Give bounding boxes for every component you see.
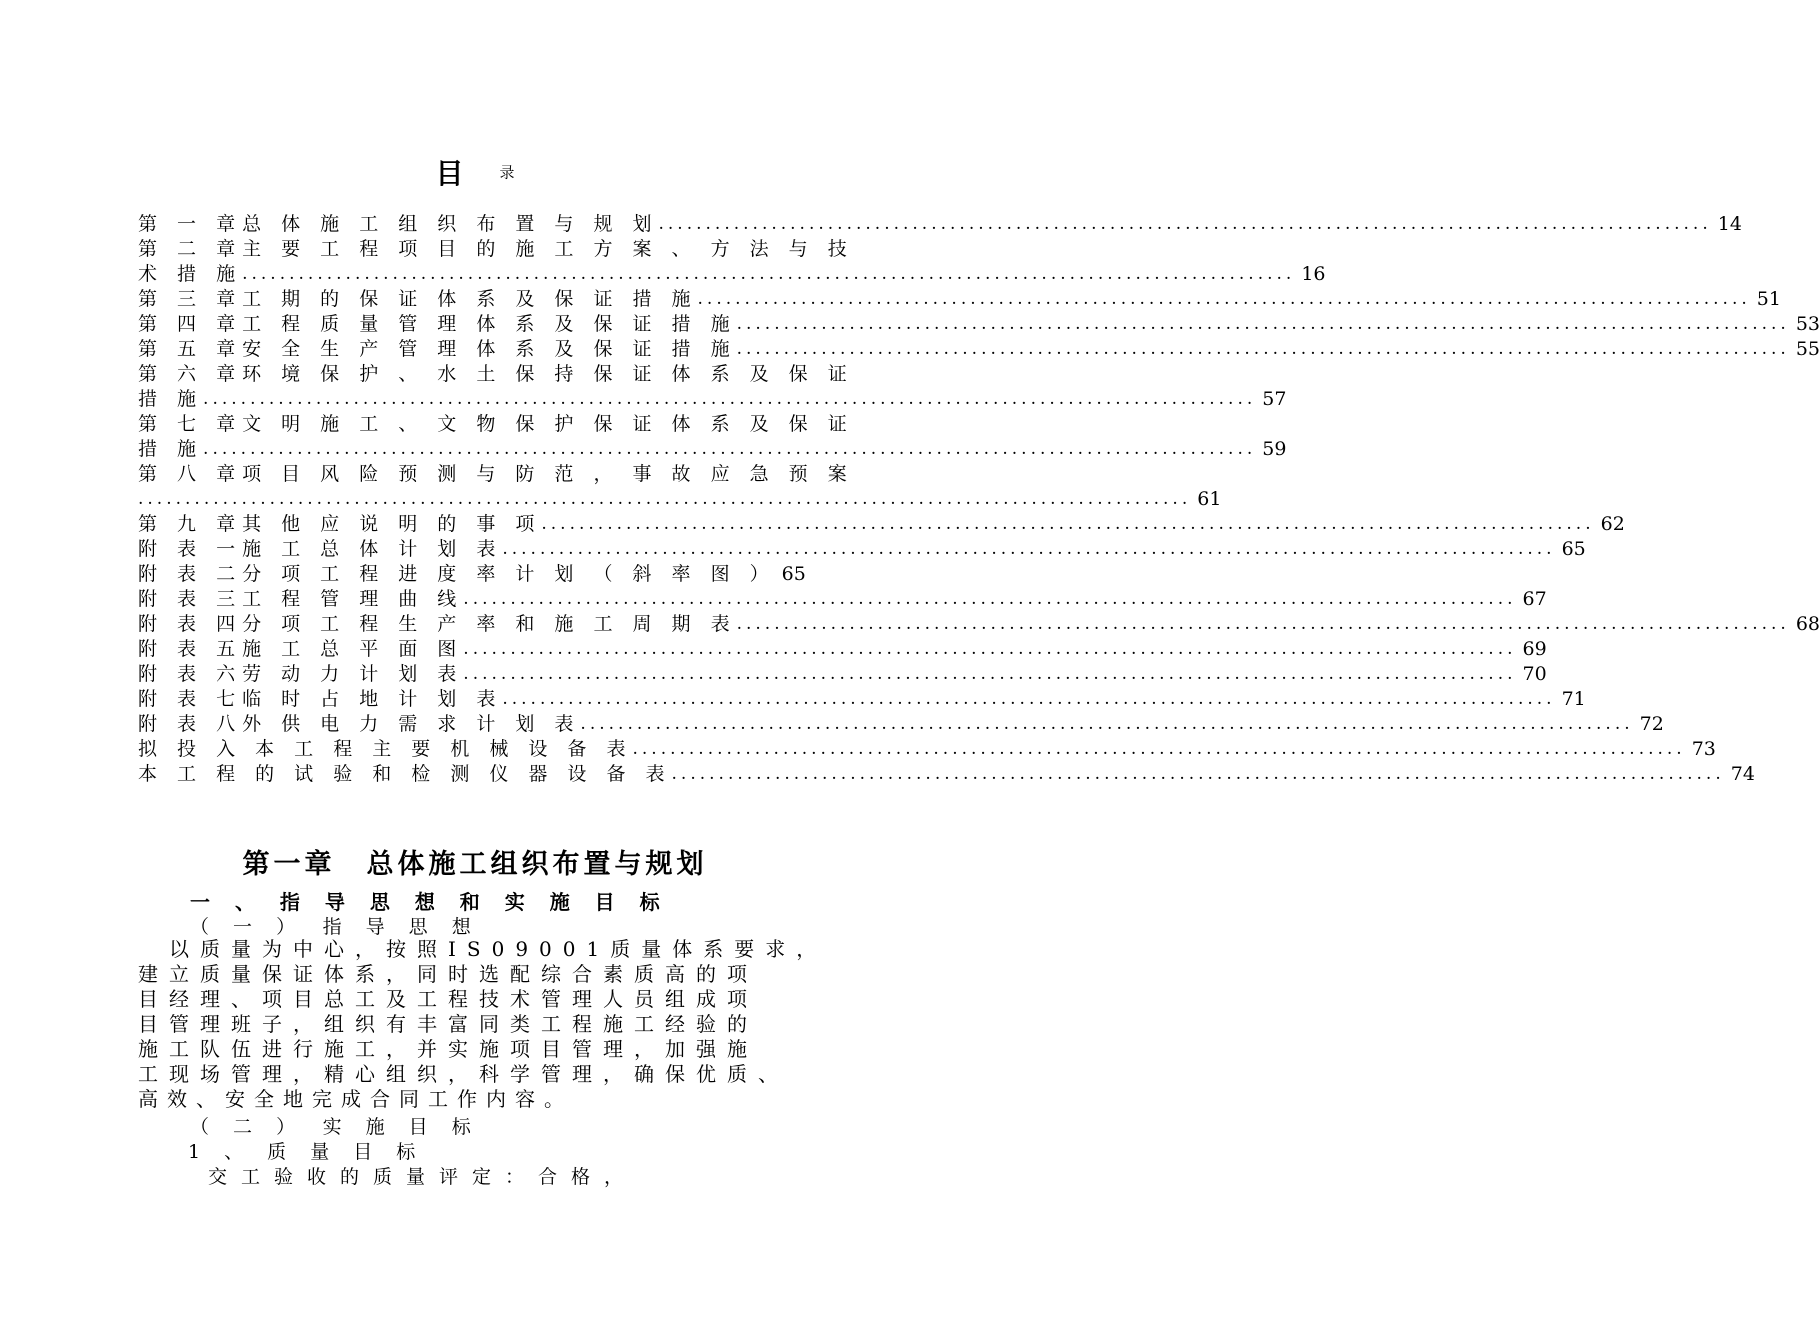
toc-page-number: 65 xyxy=(781,563,806,585)
toc-entry-label: 第 三 章 xyxy=(138,288,243,310)
paragraph-line-text: 建立质量保证体系，同时选配综合素质高的项 xyxy=(138,962,758,986)
paragraph-line xyxy=(138,962,808,987)
toc-entry-title: 分 项 工 程 生 产 率 和 施 工 周 期 表 xyxy=(242,613,737,635)
toc-entry-label: 第 八 章 xyxy=(138,463,243,485)
toc-leader-dots xyxy=(203,437,1256,462)
toc-page-number: 51 xyxy=(1756,288,1781,310)
paragraph-line xyxy=(138,1087,808,1112)
paragraph-line-text: 目管理班子，组织有丰富同类工程施工经验的 xyxy=(138,1012,758,1036)
toc-entry[interactable] xyxy=(138,512,1625,537)
toc-page-number: 68 xyxy=(1795,613,1820,635)
subsection-heading-goals: （ 二 ） 实 施 目 标 xyxy=(190,1116,480,1138)
toc-entry[interactable] xyxy=(138,737,1716,762)
toc-entry[interactable] xyxy=(138,287,1781,312)
toc-entry-title: 措 施 xyxy=(138,438,204,460)
toc-entry-label: 附 表 七 xyxy=(138,688,243,710)
paragraph-line-text: 工现场管理，精心组织，科学管理，确保优质、 xyxy=(138,1062,789,1086)
toc-page-number: 59 xyxy=(1262,438,1287,460)
paragraph-line xyxy=(138,1037,808,1062)
toc-entry[interactable] xyxy=(138,262,1326,287)
toc-entry[interactable] xyxy=(138,562,806,587)
toc-entry[interactable] xyxy=(138,312,1820,337)
toc-entry[interactable] xyxy=(138,237,854,262)
toc-entry-title: 术 措 施 xyxy=(138,263,243,285)
toc-entry[interactable] xyxy=(138,212,1742,237)
toc-entry[interactable] xyxy=(138,687,1586,712)
subsection-heading-guiding: （ 一 ） 指 导 思 想 xyxy=(190,916,480,938)
toc-entry-label: 附 表 八 xyxy=(138,713,243,735)
paragraph-line xyxy=(138,1012,808,1037)
toc-entry[interactable] xyxy=(138,462,854,487)
paragraph-line-text: 以质量为中心，按照IS09001质量体系要求， xyxy=(138,937,828,961)
toc-entry-title: 工 期 的 保 证 体 系 及 保 证 措 施 xyxy=(242,288,698,310)
toc-leader-dots xyxy=(138,487,1191,512)
paragraph-line-text: 施工队伍进行施工，并实施项目管理，加强施 xyxy=(138,1037,758,1061)
toc-entry-label: 第 七 章 xyxy=(138,413,243,435)
toc-entry[interactable] xyxy=(138,412,854,437)
guiding-paragraph xyxy=(138,937,828,1112)
toc-entry-label: 第 一 章 xyxy=(138,213,243,235)
toc-entry-title: 分 项 工 程 进 度 率 计 划 （ 斜 率 图 ） xyxy=(242,563,776,585)
toc-page-number: 69 xyxy=(1522,638,1547,660)
toc-page-number: 72 xyxy=(1639,713,1664,735)
toc-entry-label: 附 表 一 xyxy=(138,538,243,560)
paragraph-line xyxy=(138,987,808,1012)
toc-page-number: 62 xyxy=(1600,513,1625,535)
toc-entry-label: 附 表 四 xyxy=(138,613,243,635)
toc-entry-label: 第 六 章 xyxy=(138,363,243,385)
toc-page-number: 57 xyxy=(1262,388,1287,410)
toc-entry-title: 劳 动 力 计 划 表 xyxy=(242,663,464,685)
toc-entry[interactable] xyxy=(138,612,1820,637)
toc-entry[interactable] xyxy=(138,587,1547,612)
toc-leader-dots xyxy=(672,762,1725,787)
toc-title-suffix: 录 xyxy=(499,163,515,182)
toc-entry-title: 主 要 工 程 项 目 的 施 工 方 案 、 方 法 与 技 xyxy=(242,238,854,260)
toc-entry-title: 总 体 施 工 组 织 布 置 与 规 划 xyxy=(242,213,659,235)
toc-page-number: 53 xyxy=(1795,313,1820,335)
toc-entry[interactable] xyxy=(138,637,1547,662)
toc-entry-title: 项 目 风 险 预 测 与 防 范 ， 事 故 应 急 预 案 xyxy=(242,463,854,485)
section-heading: 一 、 指 导 思 想 和 实 施 目 标 xyxy=(190,890,669,914)
toc-entry[interactable] xyxy=(138,437,1287,462)
toc-leader-dots xyxy=(632,737,1685,762)
toc-leader-dots xyxy=(737,612,1790,637)
paragraph-line xyxy=(138,937,828,962)
toc-entry[interactable] xyxy=(138,712,1664,737)
toc-entry[interactable] xyxy=(138,487,1222,512)
toc-page-number: 70 xyxy=(1522,663,1547,685)
toc-entry[interactable] xyxy=(138,662,1547,687)
toc-page-number: 14 xyxy=(1717,213,1742,235)
toc-leader-dots xyxy=(463,587,1516,612)
toc-leader-dots xyxy=(580,712,1633,737)
toc-page-number: 67 xyxy=(1522,588,1547,610)
toc-page-number: 61 xyxy=(1197,488,1222,510)
toc-leader-dots xyxy=(737,337,1790,362)
toc-entry-label: 第 九 章 xyxy=(138,513,243,535)
toc-leader-dots xyxy=(203,387,1256,412)
toc-leader-dots xyxy=(463,662,1516,687)
toc-entry-title: 安 全 生 产 管 理 体 系 及 保 证 措 施 xyxy=(242,338,737,360)
toc-leader-dots xyxy=(659,212,1712,237)
toc-entry-title: 临 时 占 地 计 划 表 xyxy=(242,688,503,710)
toc-entry[interactable] xyxy=(138,387,1287,412)
paragraph-line xyxy=(138,1062,808,1087)
toc-page-number: 65 xyxy=(1561,538,1586,560)
toc-entry-title: 拟 投 入 本 工 程 主 要 机 械 设 备 表 xyxy=(138,738,633,760)
toc-entry-label: 第 四 章 xyxy=(138,313,243,335)
toc-leader-dots xyxy=(502,687,1555,712)
toc-entry-title: 外 供 电 力 需 求 计 划 表 xyxy=(242,713,581,735)
toc-page-number: 73 xyxy=(1691,738,1716,760)
toc-entry-title: 其 他 应 说 明 的 事 项 xyxy=(242,513,542,535)
toc-entry-title: 环 境 保 护 、 水 土 保 持 保 证 体 系 及 保 证 xyxy=(242,363,854,385)
toc-title xyxy=(0,152,950,192)
toc-entry[interactable] xyxy=(138,362,854,387)
toc-entry-label: 附 表 五 xyxy=(138,638,243,660)
toc-leader-dots xyxy=(698,287,1751,312)
quality-goal-text: 交工验收的质量评定：合格， xyxy=(208,1166,638,1188)
toc-entry-label: 第 二 章 xyxy=(138,238,243,260)
toc-entry-title: 工 程 质 量 管 理 体 系 及 保 证 措 施 xyxy=(242,313,737,335)
toc-page-number: 71 xyxy=(1561,688,1586,710)
toc-page-number: 55 xyxy=(1795,338,1820,360)
toc-entry-label: 附 表 二 xyxy=(138,563,243,585)
toc-page-number: 74 xyxy=(1730,763,1755,785)
toc-entry[interactable] xyxy=(138,762,1755,787)
chapter-title: 第一章 总体施工组织布置与规划 xyxy=(242,849,708,880)
toc-leader-dots xyxy=(737,312,1790,337)
toc-entry-title: 施 工 总 体 计 划 表 xyxy=(242,538,503,560)
toc-leader-dots xyxy=(463,637,1516,662)
table-of-contents xyxy=(138,212,1820,787)
toc-entry-label: 附 表 六 xyxy=(138,663,243,685)
toc-leader-dots xyxy=(502,537,1555,562)
toc-entry-label: 附 表 三 xyxy=(138,588,243,610)
paragraph-line-text: 目经理、项目总工及工程技术管理人员组成项 xyxy=(138,987,758,1011)
toc-entry-title: 工 程 管 理 曲 线 xyxy=(242,588,464,610)
toc-leader-dots xyxy=(541,512,1594,537)
paragraph-line-text: 高效、安全地完成合同工作内容。 xyxy=(138,1087,573,1111)
toc-entry-label: 第 五 章 xyxy=(138,338,243,360)
toc-entry-title: 文 明 施 工 、 文 物 保 护 保 证 体 系 及 保 证 xyxy=(242,413,854,435)
quality-goal-heading: 1 、 质 量 目 标 xyxy=(188,1141,425,1163)
toc-entry-title: 施 工 总 平 面 图 xyxy=(242,638,464,660)
toc-entry[interactable] xyxy=(138,537,1586,562)
toc-entry[interactable] xyxy=(138,337,1820,362)
toc-entry-title: 措 施 xyxy=(138,388,204,410)
toc-title-main: 目 xyxy=(435,157,464,190)
toc-page-number: 16 xyxy=(1301,263,1326,285)
toc-leader-dots xyxy=(242,262,1295,287)
toc-entry-title: 本 工 程 的 试 验 和 检 测 仪 器 设 备 表 xyxy=(138,763,672,785)
